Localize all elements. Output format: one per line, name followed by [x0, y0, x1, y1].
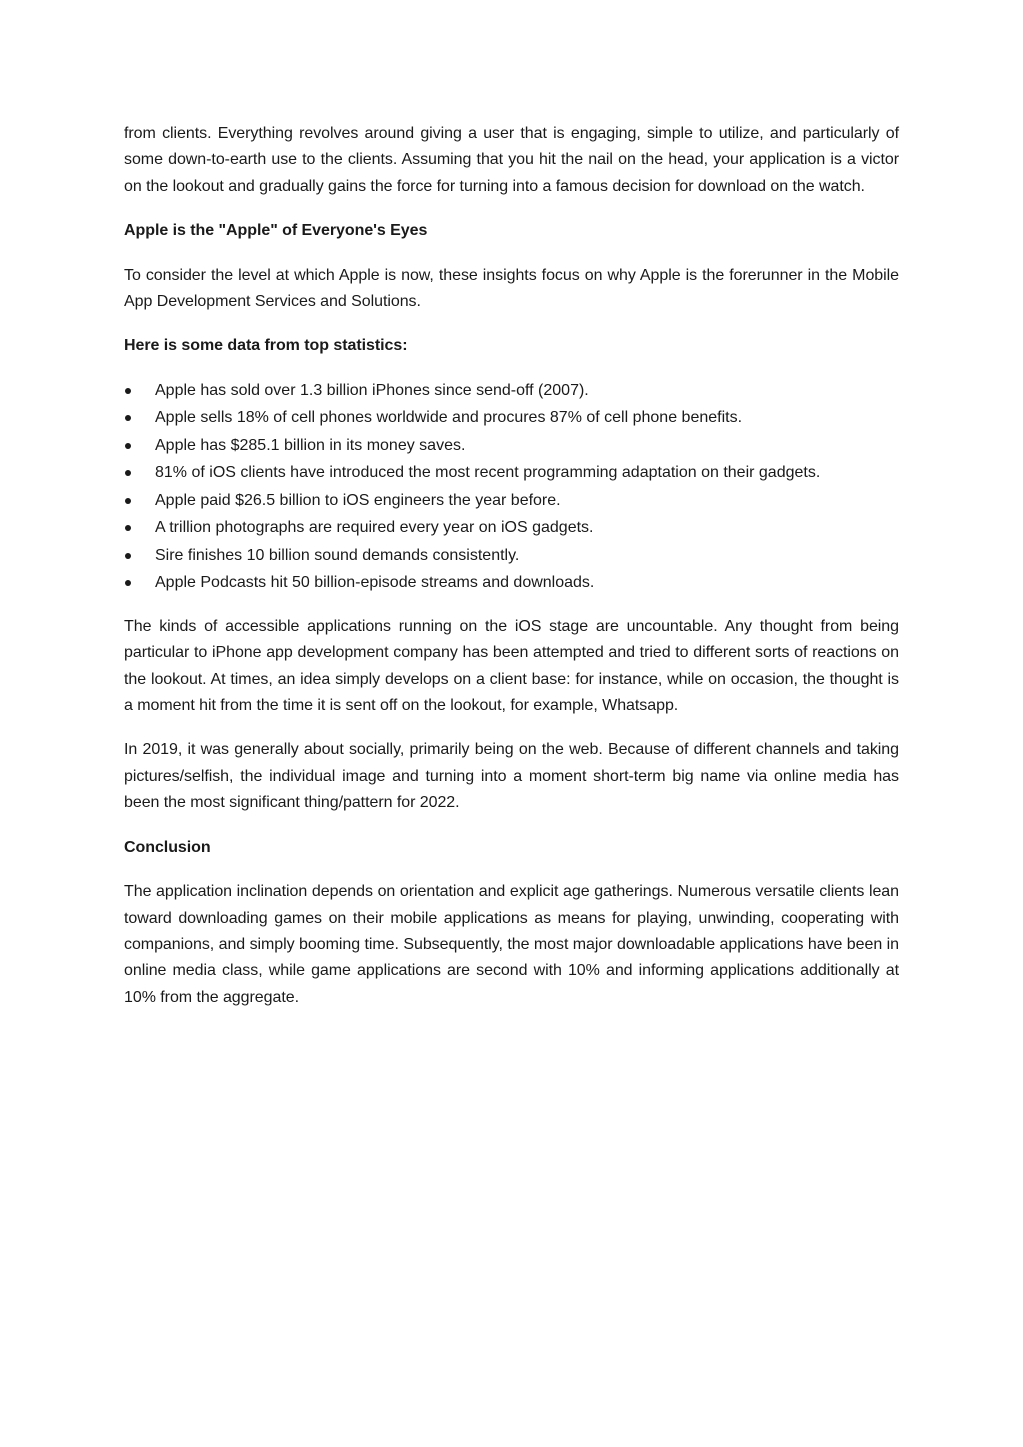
- intro-paragraph: from clients. Everything revolves around giving a user that is engaging, simple to utilize, and particularly of some down-to-earth use to the clients. Assuming that you hit the nail on the head, your application is a victor on the lookout and gradually gains the force for turning into a famous decision for download on the watch.: [124, 125, 899, 195]
- kinds-paragraph: The kinds of accessible applications running on the iOS stage are uncountable. Any thought from being particular to iPhone app development company has been attempted and tried to different sorts of reactions on the lookout. At times, an idea simply develops on a client base: for instance, while on occasion, the thought is a moment hit from the time it is sent off on the lookout, for example, Whatsapp.: [124, 617, 899, 715]
- conclusion-paragraph: The application inclination depends on orientation and explicit age gatherings. Numerous versatile clients lean toward downloading games on their mobile applications as means for playing, unwinding, cooperating with companions, and simply booming time. Subsequently, the most major downloadable applications have been in online media class, while game applications are second with 10% and informing applications additionally at 10% from the aggregate.: [124, 883, 899, 1006]
- list-item: [124, 377, 899, 405]
- document-page: [124, 121, 899, 1011]
- bullet-icon: [125, 470, 131, 476]
- list-item: [124, 514, 899, 542]
- apple-intro-paragraph: To consider the level at which Apple is now, these insights focus on why Apple is the forerunner in the Mobile App Development Services and Solutions.: [124, 266, 899, 311]
- list-item-text: Apple Podcasts hit 50 billion-episode streams and downloads.: [155, 574, 595, 592]
- list-item-text: Apple sells 18% of cell phones worldwide and procures 87% of cell phone benefits.: [155, 409, 743, 427]
- list-item-text: 81% of iOS clients have introduced the most recent programming adaptation on their gadgets.: [155, 464, 821, 482]
- bullet-icon: [125, 580, 131, 586]
- section-heading-statistics: Here is some data from top statistics:: [124, 337, 408, 355]
- list-item: [124, 459, 899, 487]
- bullet-icon: [125, 498, 131, 504]
- list-item-text: Apple paid $26.5 billion to iOS engineers the year before.: [155, 491, 561, 509]
- bullet-icon: [125, 388, 131, 394]
- bullet-icon: [125, 553, 131, 559]
- year-2019-paragraph: In 2019, it was generally about socially, primarily being on the web. Because of different channels and taking pictures/selfish, the individual image and turning into a moment short-term big name via online media has been the most significant thing/pattern for 2022.: [124, 741, 899, 812]
- list-item-text: Apple has sold over 1.3 billion iPhones since send-off (2007).: [155, 381, 589, 399]
- list-item: [124, 542, 899, 570]
- list-item: [124, 404, 899, 432]
- section-heading-conclusion: Conclusion: [124, 838, 211, 856]
- bullet-icon: [125, 415, 131, 421]
- list-item-text: A trillion photographs are required every year on iOS gadgets.: [155, 519, 594, 537]
- list-item-text: Sire finishes 10 billion sound demands consistently.: [155, 546, 520, 564]
- bullet-icon: [125, 443, 131, 449]
- list-item-text: Apple has $285.1 billion in its money saves.: [155, 436, 466, 454]
- list-item: [124, 487, 899, 515]
- statistics-list: [124, 377, 899, 597]
- list-item: [124, 569, 899, 597]
- bullet-icon: [125, 525, 131, 531]
- list-item: [124, 432, 899, 460]
- section-heading-apple: Apple is the "Apple" of Everyone's Eyes: [124, 222, 428, 240]
